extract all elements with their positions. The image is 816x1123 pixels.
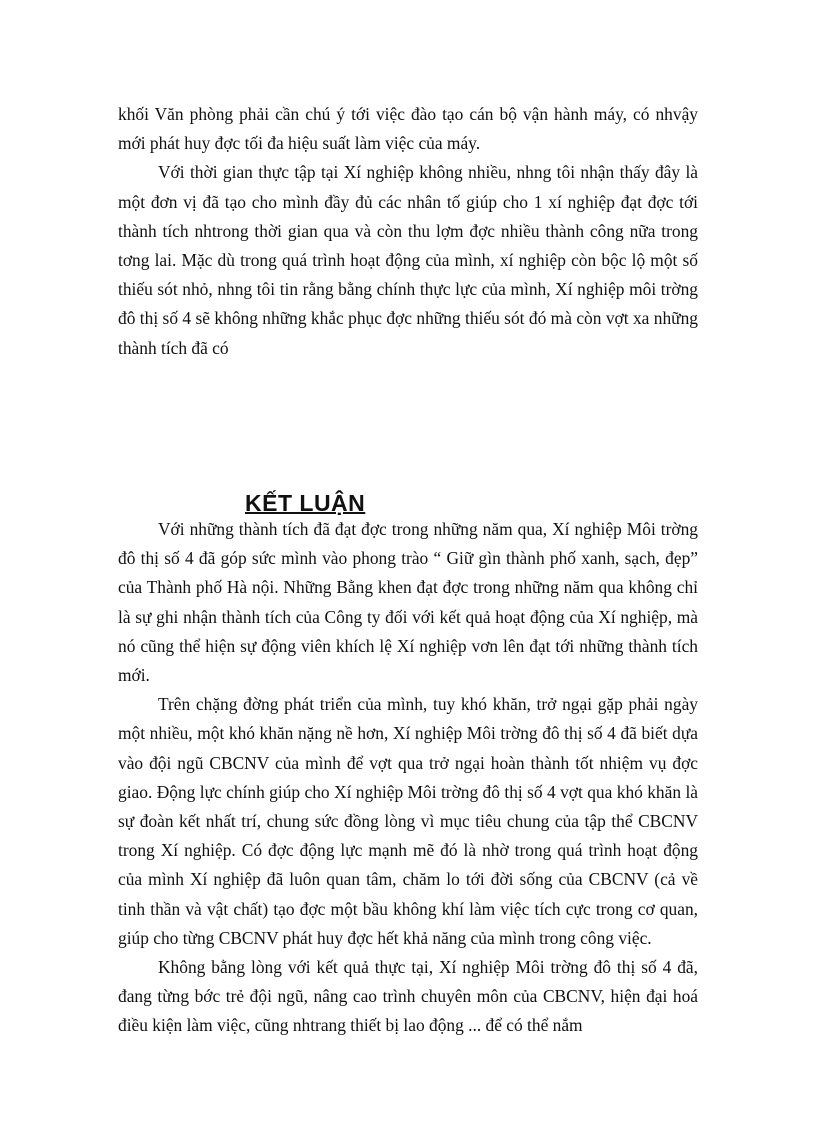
paragraph: khối Văn phòng phải cần chú ý tới việc đào tạo cán bộ vận hành máy, có nhvậy mới phát huy đợc tối đa hiệu suất làm việc của máy. <box>118 104 698 154</box>
conclusion-heading: KẾT LUẬN <box>245 490 366 516</box>
paragraph: Với thời gian thực tập tại Xí nghiệp không nhiều, nhng tôi nhận thấy đây là một đơn vị đã tạo cho mình đầy đủ các nhân tố giúp cho 1 xí nghiệp đạt đợc tới thành tích nhtrong thời gian qua và còn thu lợm đợc nhiều thành công nữa trong tơng lai. Mặc dù trong quá trình hoạt động của mình, xí nghiệp còn bộc lộ một số thiếu sót nhỏ, nhng tôi tin rằng bằng chính thực lực của mình, Xí nghiệp môi trờng đô thị số 4 sẽ không những khắc phục đợc những thiếu sót đó mà còn vợt xa những thành tích đã có <box>118 162 698 358</box>
paragraph: Trên chặng đờng phát triển của mình, tuy khó khăn, trở ngại gặp phải ngày một nhiều, một khó khăn nặng nề hơn, Xí nghiệp Môi trờng đô thị số 4 đã biết dựa vào đội ngũ CBCNV của mình để vợt qua trở ngại hoàn thành tốt nhiệm vụ đợc giao. Động lực chính giúp cho Xí nghiệp Môi trờng đô thị số 4 vợt qua khó khăn là sự đoàn kết nhất trí, chung sức đồng lòng vì mục tiêu chung của tập thể CBCNV trong Xí nghiệp. Có đợc động lực mạnh mẽ đó là nhờ trong quá trình hoạt động của mình Xí nghiệp đã luôn quan tâm, chăm lo tới đời sống của CBCNV (cả về tinh thần và vật chất) tạo đợc một bầu không khí làm việc tích cực trong cơ quan, giúp cho từng CBCNV phát huy đợc hết khả năng của mình trong công việc. <box>118 694 698 948</box>
text-block-conclusion <box>118 515 698 1041</box>
paragraph: Với những thành tích đã đạt đợc trong những năm qua, Xí nghiệp Môi trờng đô thị số 4 đã góp sức mình vào phong trào “ Giữ gìn thành phố xanh, sạch, đẹp” của Thành phố Hà nội. Những Bằng khen đạt đợc trong những năm qua không chỉ là sự ghi nhận thành tích của Công ty đối với kết quả hoạt động của Xí nghiệp, mà nó cũng thể hiện sự động viên khích lệ Xí nghiệp vơn lên đạt tới những thành tích mới. <box>118 519 698 686</box>
paragraph: Không bằng lòng với kết quả thực tại, Xí nghiệp Môi trờng đô thị số 4 đã, đang từng bớc trẻ đội ngũ, nâng cao trình chuyên môn của CBCNV, hiện đại hoá điều kiện làm việc, cũng nhtrang thiết bị lao động ... để có thể nắm <box>118 957 698 1036</box>
text-block-top <box>118 100 698 363</box>
